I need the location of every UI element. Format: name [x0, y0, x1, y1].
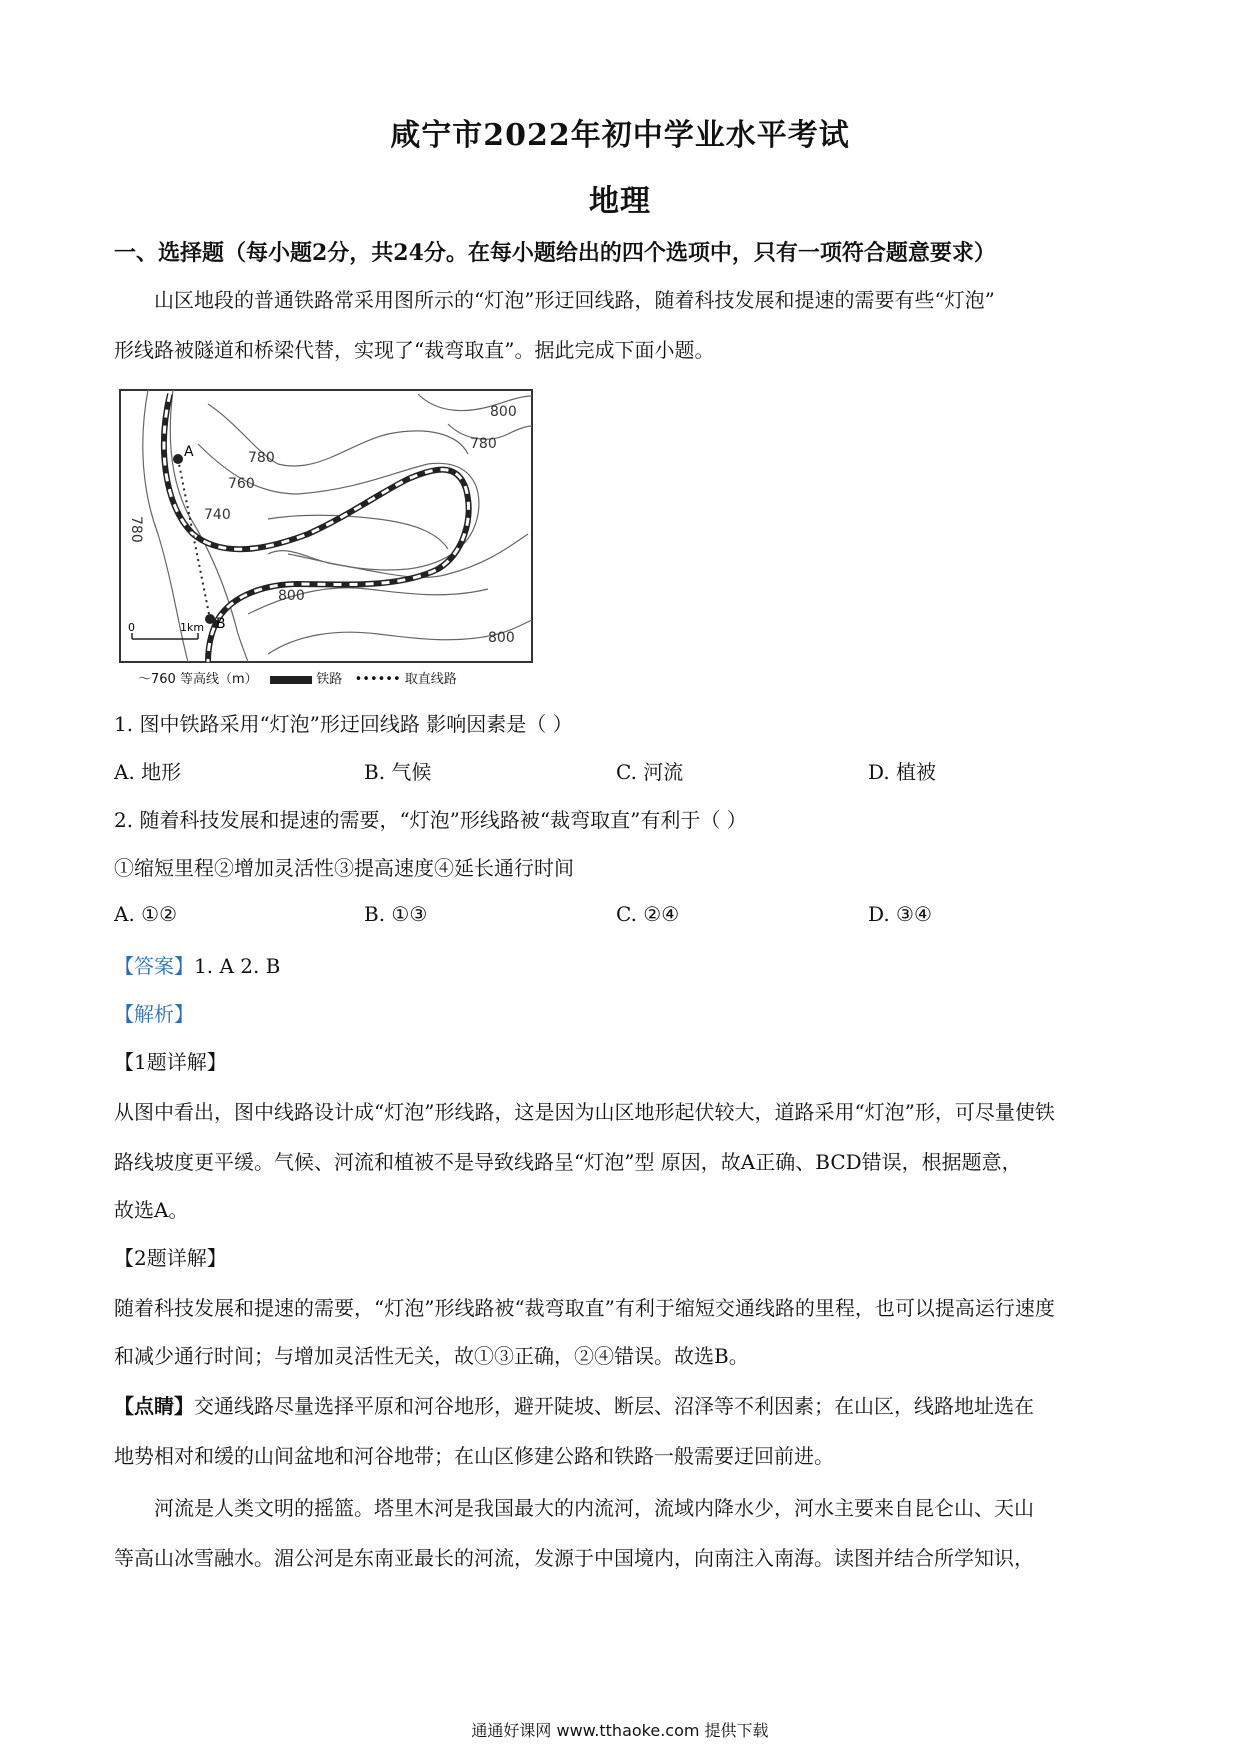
passage2-line1: 河流是人类文明的摇篮。塔里木河是我国最大的内流河，流域内降水少，河水主要来自昆仑山、天山 [154, 1496, 1034, 1520]
point-a-label: A [184, 444, 194, 460]
detail2-line1: 随着科技发展和提速的需要，“灯泡”形线路被“裁弯取直”有利于缩短交通线路的里程，也可以提高运行速度 [114, 1296, 1055, 1320]
contour-label: 780 [128, 516, 144, 543]
contour-label: 780 [470, 436, 497, 452]
section-heading: 一、选择题（每小题2分，共24分。在每小题给出的四个选项中，只有一项符合题意要求） [114, 240, 996, 266]
q2-option-a: A. ①② [114, 902, 178, 926]
contour-label: 740 [204, 507, 231, 523]
detail2-label: 【2题详解】 [114, 1246, 227, 1270]
analysis-label: 【解析】 [114, 1002, 194, 1026]
contour-label: 800 [278, 588, 305, 604]
contour-label: 800 [490, 404, 517, 420]
legend-contour-value: 760 [151, 672, 176, 687]
detail1-line1: 从图中看出，图中线路设计成“灯泡”形线路，这是因为山区地形起伏较大，道路采用“灯泡”形，可尽量使铁 [114, 1100, 1055, 1124]
passage1-line2: 形线路被隧道和桥梁代替，实现了“裁弯取直”。据此完成下面小题。 [114, 338, 715, 362]
subject-title: 地理 [589, 184, 651, 219]
tip-line1 [114, 1390, 1136, 1419]
answer-text: 1. A 2. B [194, 954, 281, 978]
tip-label: 【点睛】 [114, 1394, 194, 1418]
q1-option-c: C. 河流 [616, 760, 684, 784]
legend-contour-text: 等高线（m） [179, 672, 258, 687]
passage1-line1: 山区地段的普通铁路常采用图所示的“灯泡”形迂回线路，随着科技发展和提速的需要有些“灯泡” [154, 288, 995, 312]
contour-label: 780 [248, 450, 275, 466]
contour-label: 760 [228, 476, 255, 492]
page-footer: 通通好课网 www.tthaoke.com 提供下载 [471, 1721, 769, 1740]
contour-map-figure [118, 384, 538, 669]
legend-straight-text: 取直线路 [404, 672, 457, 687]
q1-option-d: D. 植被 [868, 760, 937, 784]
answer-label: 【答案】 [114, 954, 194, 978]
answer-block [114, 950, 280, 979]
detail1-line3: 故选A。 [114, 1198, 189, 1222]
legend-railway-icon [270, 676, 312, 684]
exam-title: 咸宁市2022年初中学业水平考试 [390, 118, 850, 153]
tip-text-1: 交通线路尽量选择平原和河谷地形，避开陡坡、断层、沼泽等不利因素；在山区，线路地址选在 [194, 1394, 1034, 1418]
q2-option-b: B. ①③ [364, 902, 428, 926]
scale-unit: 1km [180, 621, 205, 634]
detail2-line2: 和减少通行时间；与增加灵活性无关，故①③正确，②④错误。故选B。 [114, 1344, 749, 1368]
detail1-line2: 路线坡度更平缓。气候、河流和植被不是导致线路呈“灯泡”型 原因，故A正确、BCD错误，根据题意， [114, 1150, 1022, 1174]
legend-railway-text: 铁路 [316, 672, 343, 687]
question-2-stem: 2. 随着科技发展和提速的需要，“灯泡”形线路被“裁弯取直”有利于（ ） [114, 808, 747, 832]
detail1-label: 【1题详解】 [114, 1050, 227, 1074]
q1-option-a: A. 地形 [114, 760, 182, 784]
tip-line2: 地势相对和缓的山间盆地和河谷地带；在山区修建公路和铁路一般需要迂回前进。 [114, 1444, 834, 1468]
scale-zero: 0 [128, 621, 135, 634]
q2-option-d: D. ③④ [868, 902, 932, 926]
passage2-line2: 等高山冰雪融水。湄公河是东南亚最长的河流，发源于中国境内，向南注入南海。读图并结合所学知识， [114, 1546, 1034, 1570]
legend-contour-icon: 〜 [138, 672, 152, 687]
point-b-label: B [216, 616, 226, 632]
map-legend [138, 668, 457, 687]
q1-option-b: B. 气候 [364, 760, 432, 784]
q2-option-c: C. ②④ [616, 902, 680, 926]
question-1-stem: 1. 图中铁路采用“灯泡”形迂回线路 影响因素是（ ） [114, 712, 573, 736]
question-2-items: ①缩短里程②增加灵活性③提高速度④延长通行时间 [114, 856, 574, 880]
point-a-marker [173, 454, 183, 464]
contour-label: 800 [488, 630, 515, 646]
legend-straight-icon: •••••• [354, 672, 401, 687]
point-b-marker [205, 614, 215, 624]
